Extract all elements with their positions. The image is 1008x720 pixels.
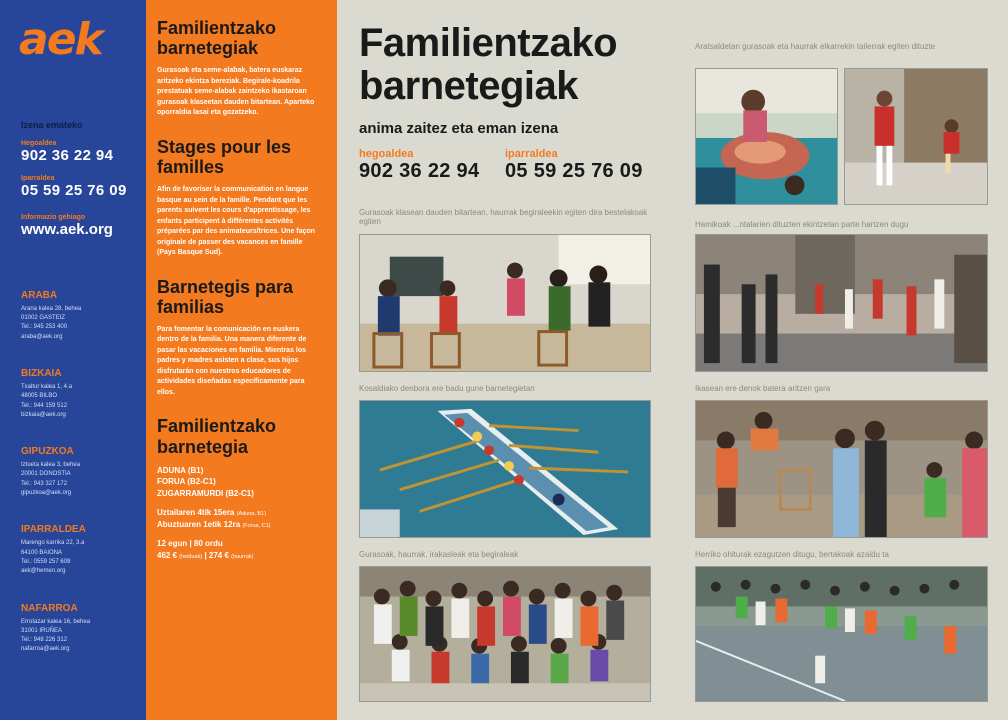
section-spanish xyxy=(157,277,323,399)
phone-block-north xyxy=(505,148,643,183)
region-gipuzkoa xyxy=(21,446,132,498)
region-nafarroa xyxy=(21,603,132,655)
course-duration: 12 egun | 80 ordu xyxy=(157,538,223,548)
price-info xyxy=(157,538,323,564)
region-city: 64100 BAIONA xyxy=(21,549,63,556)
rowing-boat-photo xyxy=(359,400,651,538)
contact-phone-south[interactable]: 902 36 22 94 xyxy=(21,147,114,165)
region-city: 48005 BILBO xyxy=(21,393,58,400)
photo-caption: Aratsaldetan gurasoak eta haurrak elkarrekin tailerrak egiten dituzte xyxy=(695,42,936,51)
contact-phone-north[interactable]: 05 59 25 76 09 xyxy=(21,182,127,200)
region-address: Txaltur kalea 1, 4.a xyxy=(21,383,73,390)
aek-logo: aek xyxy=(19,14,102,65)
phone-block-number[interactable]: 902 36 22 94 xyxy=(359,160,480,182)
region-bizkaia xyxy=(21,368,132,420)
date-note: (Aduna, B1) xyxy=(236,510,266,517)
region-email[interactable]: aek@hemen.org xyxy=(21,568,66,575)
course-details xyxy=(157,416,323,563)
date-list xyxy=(157,507,323,531)
region-name: IPARRALDEA xyxy=(21,524,86,536)
region-email[interactable]: nafarroa@aek.org xyxy=(21,646,70,653)
region-phone: Tel.: 943 327 172 xyxy=(21,480,68,487)
date-note: (Forua, C1) xyxy=(242,522,271,529)
region-name: BIZKAIA xyxy=(21,367,62,379)
photo-caption: Gurasoak, haurrak, irakasleak eta begiraleak xyxy=(359,550,519,559)
date-text: Uztailaren 4tik 15era xyxy=(157,507,235,517)
phone-block-south xyxy=(359,148,479,183)
region-phone: Tel.: 948 226 312 xyxy=(21,637,68,644)
region-address: Iztueta kalea 3, behea xyxy=(21,462,81,469)
region-phone: Tel.: 944 159 512 xyxy=(21,402,68,409)
section-heading: Stages pour les familles xyxy=(157,136,292,177)
classroom-photo xyxy=(359,234,651,372)
phone-block-label: iparraldea xyxy=(505,148,558,160)
region-email[interactable]: araba@aek.org xyxy=(21,333,63,340)
web-label: Informazio gehiago xyxy=(21,213,86,221)
region-name: GIPUZKOA xyxy=(21,446,74,458)
section-heading: Familientzako barnetegiak xyxy=(157,18,277,59)
date-text: Abuztuaren 1etik 12ra xyxy=(157,519,241,529)
website-link[interactable]: www.aek.org xyxy=(21,220,113,238)
page-title: Familientzako barnetegiak xyxy=(359,21,618,109)
region-address: Errotazar kalea 16, behea xyxy=(21,618,91,625)
photo-caption: Hamikoak ...ntalarien dituzten ekintzetan parte hartzen dugu xyxy=(695,220,909,229)
page-subtitle: anima zaitez eta eman izena xyxy=(359,120,559,137)
region-address: Arana kalea 28, behea xyxy=(21,305,82,312)
section-body: Gurasoak eta seme-alabak, batera euskaraz aritzeko ekintza bereziak. Begirale-koadrila prestatuak seme-alabak zaintzeko ikastaroan gurasoak klaseetan dauden bitartean. Aparteko oporraldia lasai eta gozatzeko. xyxy=(157,67,315,117)
section-basque xyxy=(157,18,323,119)
region-email[interactable]: gipuzkoa@aek.org xyxy=(21,490,72,497)
contact-column xyxy=(0,0,146,720)
contact-title: Izena emateko xyxy=(21,120,83,130)
photo-caption: Kosaldiako denbora ere badu gune barnetegietan xyxy=(359,384,535,393)
course-heading: Familientzako barnetegia xyxy=(157,416,277,457)
description-column xyxy=(146,0,337,720)
tug-of-war-photo xyxy=(695,566,988,702)
street-festival-photo xyxy=(695,234,988,372)
region-araba xyxy=(21,290,132,342)
region-city: 01002 GASTEIZ xyxy=(21,315,66,322)
circle-games-photo xyxy=(695,400,988,538)
venue: ADUNA (B1) xyxy=(157,465,204,475)
price-children: 274 € xyxy=(208,551,229,561)
venue: ZUGARRAMURDI (B2-C1) xyxy=(157,488,254,498)
region-city: 20001 DONOSTIA xyxy=(21,471,71,478)
region-address: Marengo karrika 22, 3.a xyxy=(21,540,85,547)
region-email[interactable]: bizkaia@aek.org xyxy=(21,411,66,418)
region-name: ARABA xyxy=(21,289,58,301)
group-photo xyxy=(359,566,651,702)
region-name: NAFARROA xyxy=(21,602,78,614)
section-body: Afin de favoriser la communication en langue basque au sein de la famille. Pendant que les parents suivent les cours d'apprentissage, les enfants participent à différentes activités préparées par des animateurs/trices. Une façon originale de passer des vacances en famille (Pays Basque Sud). xyxy=(157,186,315,257)
photo-caption: Gurasoak klasean dauden bitartean, haurrak begiraleekin egiten dira bestelakoak egiten xyxy=(359,208,648,227)
venue: FORUA (B2-C1) xyxy=(157,477,216,487)
contact-label-north: Iparraldea xyxy=(21,174,55,182)
course-prices: 462 € (helduak) | 274 € (haurrak) xyxy=(157,551,254,561)
main-panel xyxy=(337,0,1008,720)
section-heading: Barnetegis para familias xyxy=(157,276,294,317)
course-date xyxy=(157,519,323,531)
region-iparraldea xyxy=(21,524,132,576)
photo-caption: Ikasean ere denok batera aritzen gara xyxy=(695,384,831,393)
price-adults-note: (helduak) xyxy=(179,554,203,561)
price-children-note: (haurrak) xyxy=(231,554,254,561)
price-adults: 462 € xyxy=(157,551,178,561)
region-city: 31001 IRUÑEA xyxy=(21,627,63,634)
phone-block-number[interactable]: 05 59 25 76 09 xyxy=(505,160,643,182)
photo-caption: Herriko ohiturak ezagutzen ditugu, bertakoak azaldu ta xyxy=(695,550,889,559)
phone-block-label: hegoaldea xyxy=(359,148,414,160)
section-body: Para fomentar la comunicación en euskera dentro de la familia. Una manera diferente de pasar las vacaciones en familia. Mientras los padres y madres asisten a clase, sus hijos disfrutarán con nuestros educadores de actividades diseñadas específicamente para ellos. xyxy=(157,325,307,396)
venue-list xyxy=(157,465,323,500)
dance-photo xyxy=(844,68,988,205)
section-french xyxy=(157,137,323,259)
contact-label-south: Hegoaldea xyxy=(21,140,57,147)
region-phone: Tel.: 945 253 400 xyxy=(21,324,68,331)
course-date xyxy=(157,507,323,519)
region-phone: Tel.: 0559 257 609 xyxy=(21,558,71,565)
workshop-photo xyxy=(695,68,838,205)
